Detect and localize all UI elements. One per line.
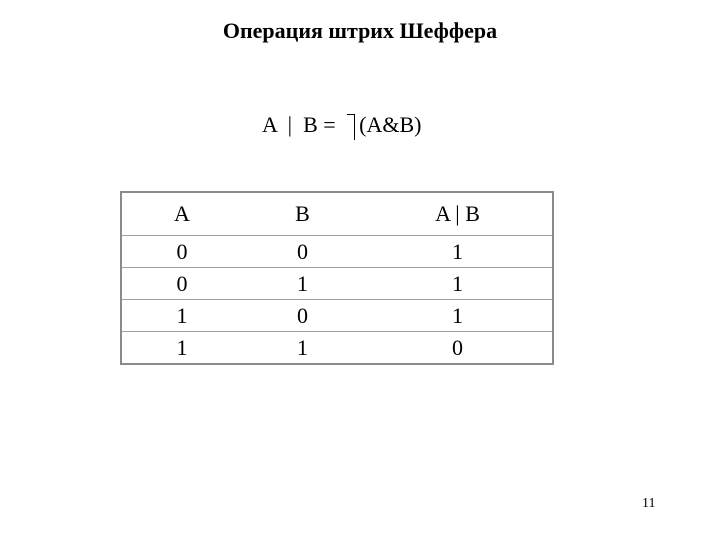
cell-a: 0: [121, 236, 242, 268]
table-row: [121, 332, 553, 365]
page-number: 11: [642, 496, 656, 511]
header-result: A | B: [363, 192, 553, 236]
cell-a: 0: [121, 268, 242, 300]
table-row: [121, 268, 553, 300]
slide-title: Операция штрих Шеффера: [222, 18, 498, 43]
header-b: B: [242, 192, 363, 236]
cell-result: 1: [363, 236, 553, 268]
cell-a: 1: [121, 300, 242, 332]
header-a: A: [121, 192, 242, 236]
cell-b: 0: [242, 236, 363, 268]
cell-a: 1: [176, 334, 188, 360]
sheffer-formula: [262, 112, 422, 140]
formula-right: (A&B): [359, 112, 422, 137]
formula-left: A | B =: [262, 112, 342, 137]
cell-result: 1: [363, 268, 553, 300]
truth-table: [120, 191, 554, 365]
table-header-row: [121, 192, 553, 236]
cell-result: 0: [452, 334, 463, 360]
cell-result: 1: [363, 300, 553, 332]
cell-b: 0: [242, 300, 363, 332]
cell-b: 1: [242, 268, 363, 300]
table-row: [121, 236, 553, 268]
table-row: [121, 300, 553, 332]
cell-b: 1: [297, 334, 308, 360]
negation-symbol: [347, 114, 355, 140]
